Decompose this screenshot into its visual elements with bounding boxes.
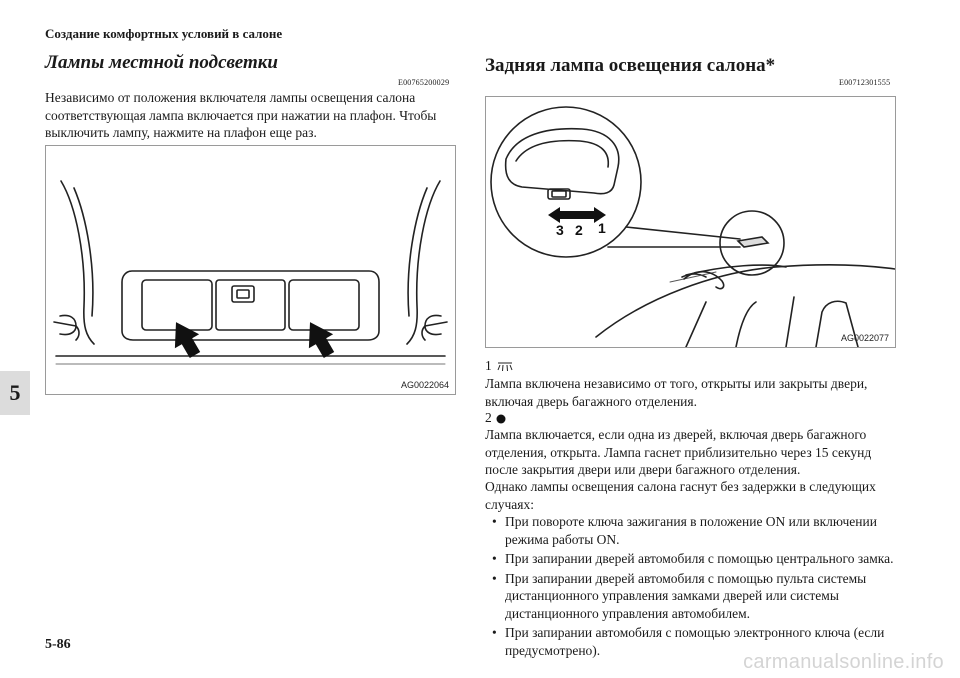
chapter-tab: 5: [0, 371, 30, 415]
overhead-lamp-illustration: [46, 146, 455, 394]
figure-label-3: 3: [556, 222, 564, 238]
left-section-code: E00765200029: [398, 78, 450, 87]
item-2-text: Лампа включается, если одна из дверей, включая дверь багажного отделения, открыта. Лампа гаснет приблизительно через 15 секунд после закрытия двери или двери багажного отделения.: [485, 427, 872, 477]
item-2-text-b: Однако лампы освещения салона гаснут без задержки в следующих случаях:: [485, 479, 876, 512]
watermark: carmanualsonline.info: [743, 651, 944, 673]
left-paragraph: Независимо от положения включателя лампы освещения салона соответствующая лампа включается при нажатии на плафон. Чтобы выключить лампу, нажмите на плафон еще раз.: [45, 90, 437, 140]
item-1-text: Лампа включена независимо от того, открыты или закрыты двери, включая дверь багажного отделения.: [485, 376, 868, 409]
list-item: • При запирании дверей автомобиля с помощью центрального замка.: [485, 550, 895, 568]
list-item: • При запирании автомобиля с помощью электронного ключа (если предусмотрено).: [485, 624, 895, 659]
figure-label-2: 2: [575, 222, 583, 238]
item-1-number: 1: [485, 358, 492, 373]
list-item: • При запирании дверей автомобиля с помощью пульта системы дистанционного управления замками дверей или системы дистанционного управления автомобилем.: [485, 570, 895, 623]
exceptions-list: [485, 513, 895, 659]
item-2-header: [485, 409, 895, 427]
rear-lamp-illustration: [486, 97, 895, 347]
list-item: • При повороте ключа зажигания в положение ON или включении режима работы ON.: [485, 513, 895, 548]
item-1-header: [485, 357, 895, 375]
left-section-title: Лампы местной подсветки: [45, 52, 278, 73]
right-figure: [485, 96, 896, 348]
right-figure-code: AG0022077: [840, 333, 889, 343]
door-lamp-icon: [495, 361, 515, 373]
filled-dot-icon: [495, 413, 507, 425]
left-figure-code: AG0022064: [400, 380, 449, 390]
item-2-number: 2: [485, 410, 492, 425]
left-figure: [45, 145, 456, 395]
right-section-title: Задняя лампа освещения салона*: [485, 55, 776, 76]
page-number: 5-86: [45, 637, 71, 652]
figure-label-1: 1: [598, 220, 606, 236]
section-header: Создание комфортных условий в салоне: [45, 26, 283, 41]
right-section-code: E00712301555: [839, 78, 891, 87]
